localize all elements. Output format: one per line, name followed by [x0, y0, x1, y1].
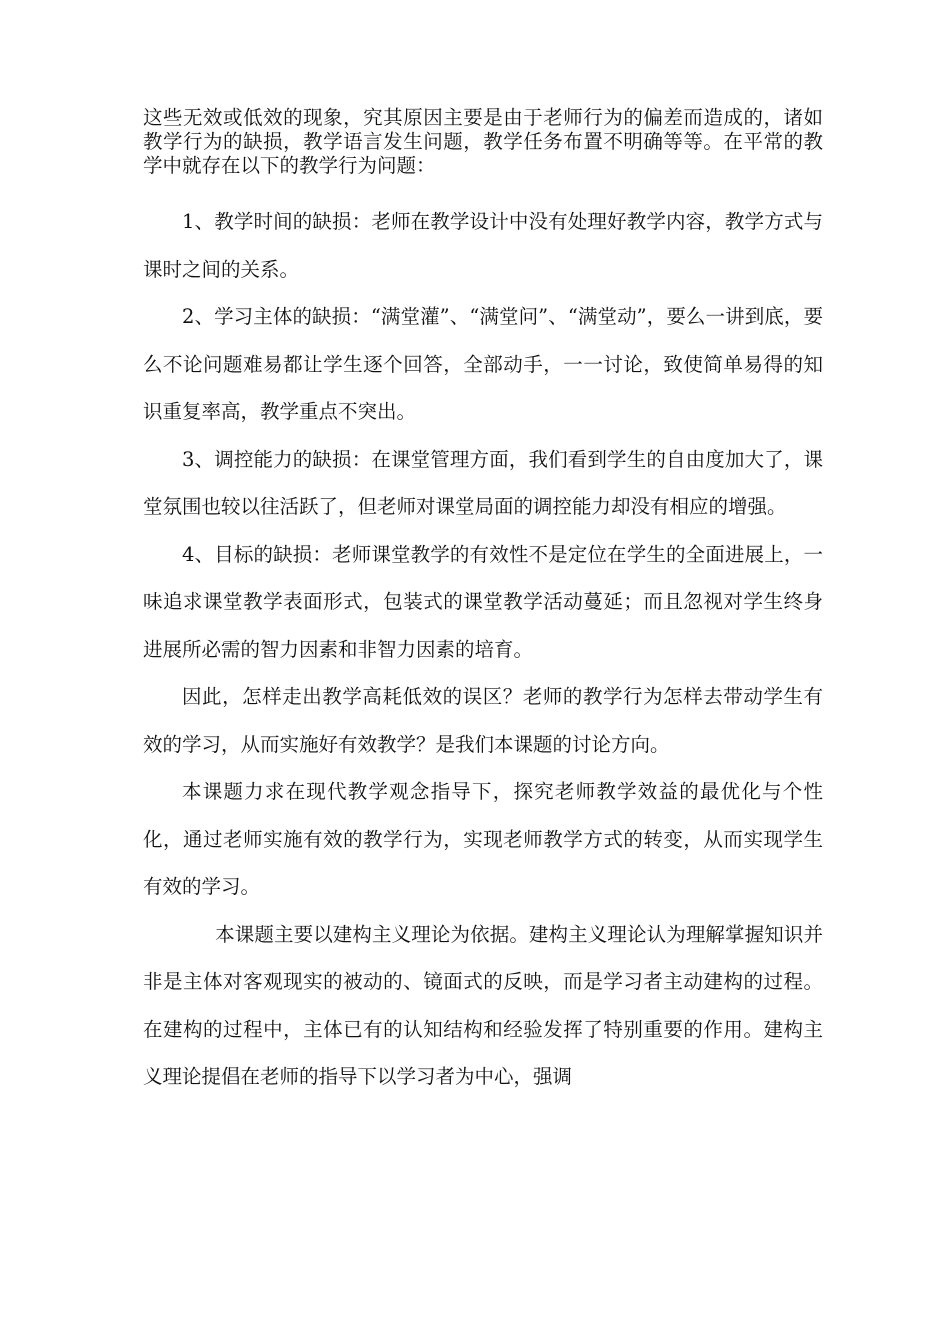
- paragraph-theoretical-basis: 本课题主要以建构主义理论为依据。建构主义理论认为理解掌握知识并非是主体对客观现实的被动的、镜面式的反映，而是学习者主动建构的过程。在建构的过程中，主体已有的认知结构和经验发挥了特别重要的作用。建构主义理论提倡在老师的指导下以学习者为中心，强调: [143, 922, 823, 1088]
- paragraph-time-deficiency: 1、教学时间的缺损：老师在教学设计中没有处理好教学内容，教学方式与课时之间的关系。: [143, 210, 823, 281]
- document-body: [143, 198, 823, 1101]
- paragraph-research-aim: 本课题力求在现代教学观念指导下，探究老师教学效益的最优化与个性化，通过老师实施有效的教学行为，实现老师教学方式的转变，从而实现学生有效的学习。: [143, 780, 823, 898]
- intro-paragraph: 这些无效或低效的现象，究其原因主要是由于老师行为的偏差而造成的，诸如教学行为的缺损，教学语言发生问题，教学任务布置不明确等等。在平常的教学中就存在以下的教学行为问题：: [143, 106, 823, 177]
- paragraph-control-deficiency: 3、调控能力的缺损：在课堂管理方面，我们看到学生的自由度加大了，课堂氛围也较以往活跃了，但老师对课堂局面的调控能力却没有相应的增强。: [143, 447, 823, 518]
- paragraph-subject-deficiency: 2、学习主体的缺损：“满堂灌”、“满堂问”、“满堂动”，要么一讲到底，要么不论问题难易都让学生逐个回答，全部动手，一一讨论，致使简单易得的知识重复率高，教学重点不突出。: [143, 305, 823, 423]
- paragraph-goal-deficiency: 4、目标的缺损：老师课堂教学的有效性不是定位在学生的全面进展上，一味追求课堂教学表面形式，包装式的课堂教学活动蔓延；而且忽视对学生终身进展所必需的智力因素和非智力因素的培育。: [143, 542, 823, 661]
- paragraph-research-direction: 因此，怎样走出教学高耗低效的误区？老师的教学行为怎样去带动学生有效的学习，从而实施好有效教学？是我们本课题的讨论方向。: [143, 685, 823, 756]
